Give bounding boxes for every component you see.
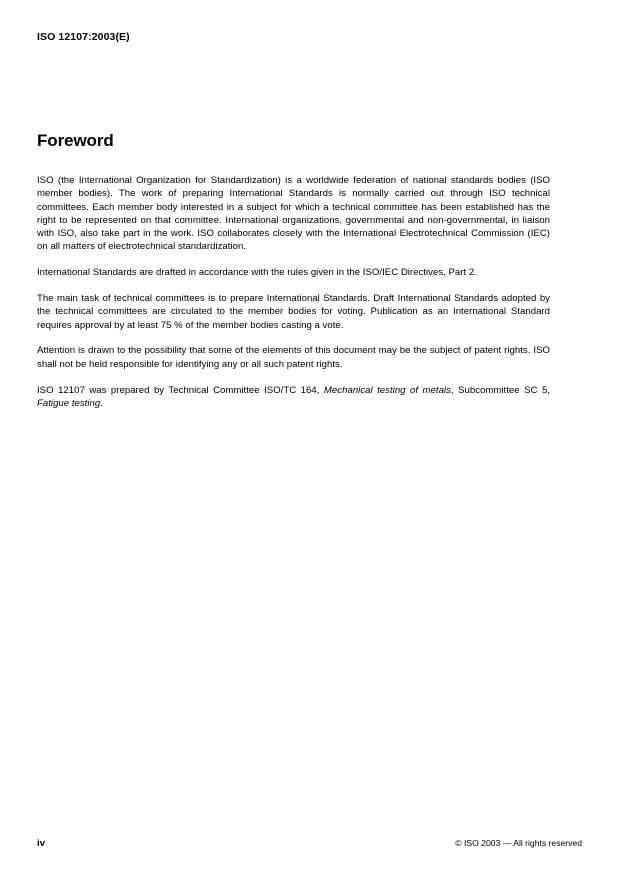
page-number: iv: [37, 838, 46, 849]
committee-title-italic: Mechanical testing of metals: [323, 384, 451, 396]
paragraph-committee-attribution: [37, 384, 550, 411]
paragraph-directives: International Standards are drafted in accordance with the rules given in the ISO/IEC Directives, Part 2.: [37, 267, 477, 279]
copyright-notice: © ISO 2003 — All rights reserved: [455, 838, 582, 848]
attribution-text-middle: , Subcommittee SC 5,: [450, 384, 550, 396]
attribution-text-lead: ISO 12107 was prepared by Technical Committee ISO/TC 164,: [37, 384, 324, 396]
page-footer: [37, 838, 582, 852]
page-title: Foreword: [37, 131, 114, 150]
running-header: ISO 12107:2003(E): [37, 31, 130, 43]
subcommittee-title-italic: Fatigue testing: [37, 397, 101, 409]
paragraph-patent-rights: Attention is drawn to the possibility that some of the elements of this document may be the subject of patent rights. ISO shall not be held responsible for identifying any or all such patent rights.: [37, 345, 550, 370]
paragraph-main-task: The main task of technical committees is to prepare International Standards. Draft International Standards adopted by the technical committees are circulated to the member bodies for voting. Publication as an International Standard requires approval by at least 75 % of the member bodies casting a vote.: [37, 293, 550, 331]
foreword-section: [37, 131, 550, 410]
paragraph-iso-description: ISO (the International Organization for Standardization) is a worldwide federation of national standards bodies (ISO member bodies). The work of preparing International Standards is normally carried out through ISO technical committees. Each member body interested in a subject for which a technical committee has been established has the right to be represented on that committee. International organizations, governmental and non-governmental, in liaison with ISO, also take part in the work. ISO collaborates closely with the International Electrotechnical Commission (IEC) on all matters of electrotechnical standardization.: [37, 175, 550, 253]
attribution-text-end: .: [100, 397, 103, 409]
